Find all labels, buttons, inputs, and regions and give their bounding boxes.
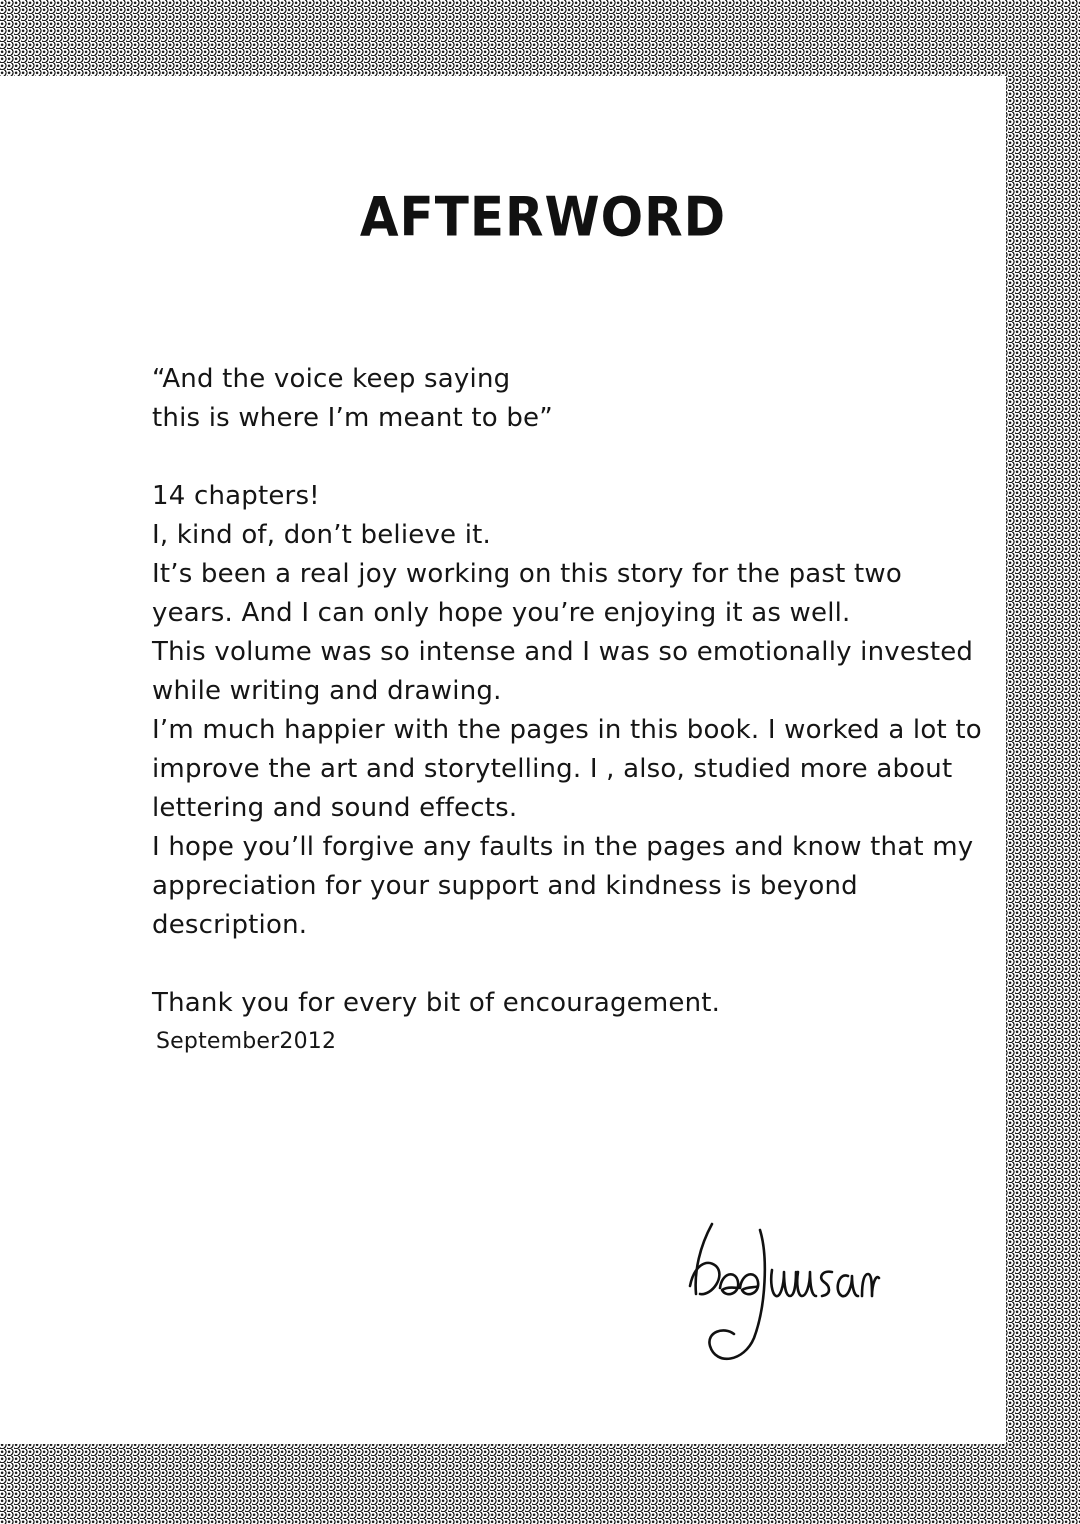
text-line: years. And I can only hope you’re enjoying it as well. (152, 598, 851, 628)
afterword-page (0, 76, 1006, 1444)
text-line: improve the art and storytelling. I , also, studied more about (152, 754, 953, 784)
date-line: September2012 (156, 1029, 337, 1054)
paragraph-gap (152, 945, 1002, 984)
text-line: appreciation for your support and kindness is beyond (152, 871, 858, 901)
text-line: lettering and sound effects. (152, 793, 518, 823)
signature-icon (672, 1216, 882, 1376)
text-line: I hope you’ll forgive any faults in the pages and know that my (152, 832, 974, 862)
text-line: This volume was so intense and I was so emotionally invested (152, 637, 974, 667)
quote-line: this is where I’m meant to be” (152, 403, 553, 433)
text-line: It’s been a real joy working on this story for the past two (152, 559, 902, 589)
afterword-body (152, 360, 1002, 1057)
text-line: 14 chapters! (152, 481, 320, 511)
text-line: I, kind of, don’t believe it. (152, 520, 492, 550)
thanks-line: Thank you for every bit of encouragement. (152, 988, 721, 1018)
paragraph-gap (152, 438, 1002, 477)
text-line: description. (152, 910, 308, 940)
text-line: while writing and drawing. (152, 676, 502, 706)
page-title: AFTERWORD (359, 185, 727, 249)
quote-line: “And the voice keep saying (152, 364, 511, 394)
text-line: I’m much happier with the pages in this book. I worked a lot to (152, 715, 982, 745)
